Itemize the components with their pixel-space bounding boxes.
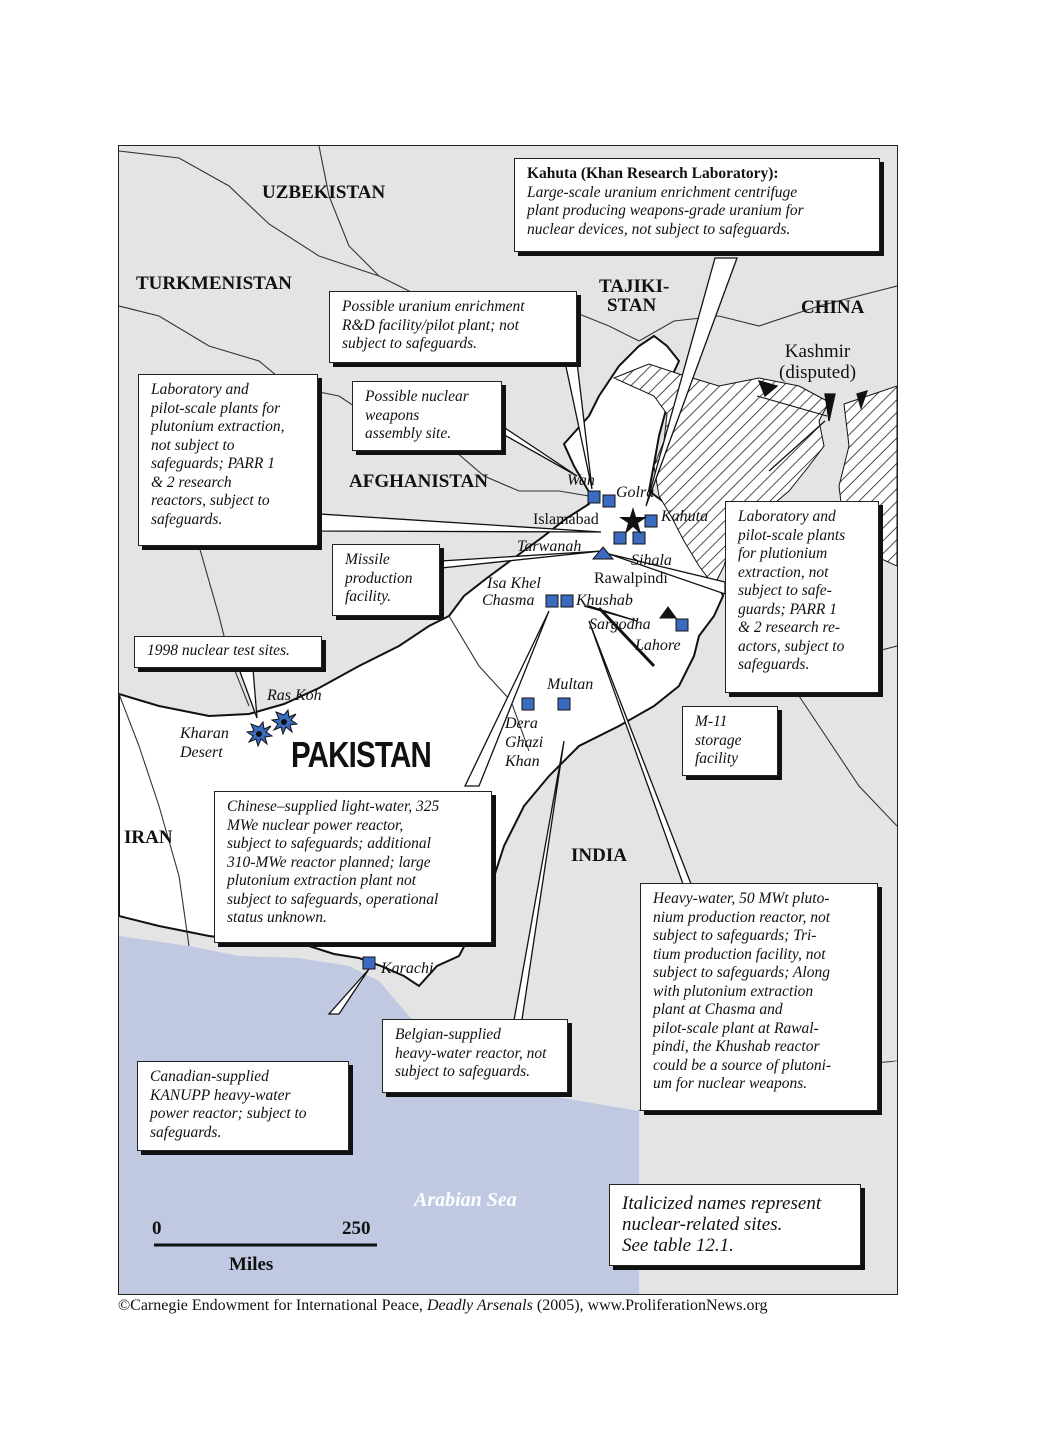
label-tajikistan-1: TAJIKI- [599,276,670,297]
kharan-line-2: Desert [180,744,223,761]
marker-khushab [561,595,573,607]
label-india: INDIA [571,845,627,866]
kharan-line-1: Kharan [180,725,229,742]
place-dera-ghazi-khan [505,714,543,771]
callout-m11 [682,706,778,776]
callout-canadian-line: KANUPP heavy-water [150,1086,291,1104]
callout-belgian-line: heavy-water reactor, not [395,1044,547,1062]
callout-kahuta-line: Large-scale uranium enrichment centrifuge [527,183,798,201]
callout-chinese-line: plutonium extraction plant not [227,872,416,889]
scale-unit: Miles [229,1254,274,1275]
callout-heavy-line: um for nuclear weapons. [653,1075,808,1092]
callout-canadian-line: safeguards. [150,1123,222,1141]
callout-lab-right [725,501,879,693]
label-iran: IRAN [124,827,173,848]
callout-belgian-line: subject to safeguards. [395,1063,531,1080]
callout-belgian-line: Belgian-supplied [395,1026,501,1043]
callout-lab-right-line: safeguards. [738,656,810,673]
label-china: CHINA [801,297,865,318]
callout-missile [332,544,440,616]
callout-chinese-line: subject to safeguards; additional [227,835,431,852]
callout-chinese-line: 310-MWe reactor planned; large [227,853,431,871]
callout-wah-line: weapons [365,406,420,424]
callout-lab-right-line: subject to safe- [738,582,832,599]
place-rawalpindi: Rawalpindi [594,570,668,587]
place-tarwanah: Tarwanah [517,538,582,555]
callout-canadian-line: power reactor; subject to [150,1105,307,1122]
place-wah: Wah [567,472,595,489]
callout-test-line: 1998 nuclear test sites. [147,642,290,659]
callout-lab-left-line: safeguards; PARR 1 [151,455,275,472]
callout-chinese-line: subject to safeguards, operational [227,890,439,908]
marker-wah [588,491,600,503]
callout-heavy-line: Heavy-water, 50 MWt pluto- [653,890,830,907]
credit-book: Deadly Arsenals [426,1297,533,1314]
credit-suffix: (2005), www.ProliferationNews.org [532,1297,768,1314]
callout-m11-line: storage [695,731,742,749]
scale-zero: 0 [152,1218,162,1239]
label-uzbekistan: UZBEKISTAN [262,182,386,203]
label-afghanistan: AFGHANISTAN [349,471,488,492]
callout-lab-left-line: & 2 research [151,473,232,491]
place-islamabad: Islamabad [533,511,599,528]
callout-lab-left-line: safeguards. [151,510,223,528]
place-multan: Multan [547,676,594,693]
place-sihala: Sihala [631,552,672,569]
callout-lab-right-line: Laboratory and [738,508,836,525]
callout-lab-left-line: not subject to [151,436,235,454]
place-chasma: Chasma [482,592,535,609]
label-kashmir [779,341,856,383]
map-frame [118,145,898,1295]
place-kahuta: Kahuta [661,508,709,525]
callout-test-sites [134,636,322,668]
dera-line-2: Ghazi [505,734,544,751]
legend-line: nuclear-related sites. [622,1214,783,1235]
marker-sihala-1 [614,532,626,544]
callout-heavy-line: subject to safeguards; Along [653,964,830,981]
callout-heavy-water [640,883,878,1111]
callout-lab-left [138,374,318,546]
callout-heavy-line: pindi, the Khushab reactor [653,1038,820,1055]
marker-karachi [363,957,375,969]
callout-kahuta-line: plant producing weapons-grade uranium for [527,202,804,219]
callout-heavy-line: subject to safeguards; Tri- [653,927,817,944]
callout-chinese-reactor [214,791,492,943]
callout-wah [352,381,502,451]
callout-kahuta-line: nuclear devices, not subject to safeguards. [527,220,791,238]
marker-sihala-2 [633,532,645,544]
callout-heavy-line: pilot-scale plant at Rawal- [653,1019,819,1037]
callout-heavy-line: could be a source of plutoni- [653,1056,832,1074]
dera-line-1: Dera [505,715,538,732]
callout-m11-line: M-11 [695,713,728,730]
place-lahore: Lahore [635,637,681,654]
callout-heavy-line: with plutonium extraction [653,982,814,1000]
callout-chinese-line: MWe nuclear power reactor, [227,816,404,834]
place-khushab: Khushab [576,592,633,609]
callout-lab-right-line: pilot-scale plants [738,526,846,544]
label-arabian-sea: Arabian Sea [414,1189,517,1211]
place-golra: Golra [616,484,655,501]
callout-missile-line: production [345,569,413,587]
marker-lahore [676,619,688,631]
kashmir-status: (disputed) [779,362,857,383]
callout-kahuta-title: Kahuta (Khan Research Laboratory): [527,165,779,182]
place-sargodha: Sargodha [589,616,651,633]
credit-line [118,1297,767,1315]
marker-chasma [546,595,558,607]
callout-lab-left-line: reactors, subject to [151,492,270,509]
callout-m11-line: facility [695,750,739,767]
label-pakistan: PAKISTAN [291,734,431,775]
callout-lab-right-line: guards; PARR 1 [738,600,838,618]
callout-heavy-line: tium production facility, not [653,945,826,963]
callout-heavy-line: nium production reactor, not [653,908,831,926]
callout-lab-right-line: for plutionium [738,545,828,562]
callout-lab-left-line: plutonium extraction, [151,418,285,435]
callout-missile-line: facility. [345,588,392,605]
marker-multan [558,698,570,710]
legend-box [609,1184,861,1266]
callout-missile-line: Missile [345,551,390,568]
callout-lab-left-line: pilot-scale plants for [151,399,281,417]
legend-line: See table 12.1. [622,1235,734,1256]
place-ras-koh: Ras Koh [267,687,322,704]
callout-lab-right-line: extraction, not [738,563,829,581]
callout-lab-left-line: Laboratory and [151,381,249,398]
callout-canadian [137,1061,349,1151]
place-karachi: Karachi [381,960,434,977]
callout-wah-line: assembly site. [365,425,452,442]
callout-lab-right-line: & 2 research re- [738,619,841,636]
callout-heavy-line: plant at Chasma and [653,1001,783,1018]
callout-wah-line: Possible nuclear [365,388,469,405]
credit-prefix: ©Carnegie Endowment for International Peace, [118,1297,427,1314]
label-turkmenistan: TURKMENISTAN [136,273,292,294]
callout-golra-line: Possible uranium enrichment [342,298,525,315]
marker-kahuta [645,515,657,527]
callout-chinese-line: status unknown. [227,909,327,926]
marker-dera [522,698,534,710]
callout-canadian-line: Canadian-supplied [150,1068,269,1085]
callout-belgian [382,1019,568,1093]
label-tajikistan-2: STAN [607,295,657,316]
kashmir-name: Kashmir [784,341,851,362]
place-isa-khel: Isa Khel [487,575,541,592]
callout-golra-line: R&D facility/pilot plant; not [342,316,519,334]
scale-max: 250 [342,1218,371,1239]
callout-golra [329,291,577,363]
callout-golra-line: subject to safeguards. [342,335,478,352]
callout-chinese-line: Chinese–supplied light-water, 325 [227,798,440,815]
callout-lab-right-line: actors, subject to [738,637,845,655]
marker-golra [603,495,615,507]
dera-line-3: Khan [505,753,540,770]
legend-line: Italicized names represent [622,1193,822,1214]
place-kharan-desert [180,724,229,762]
callout-kahuta [514,158,880,252]
